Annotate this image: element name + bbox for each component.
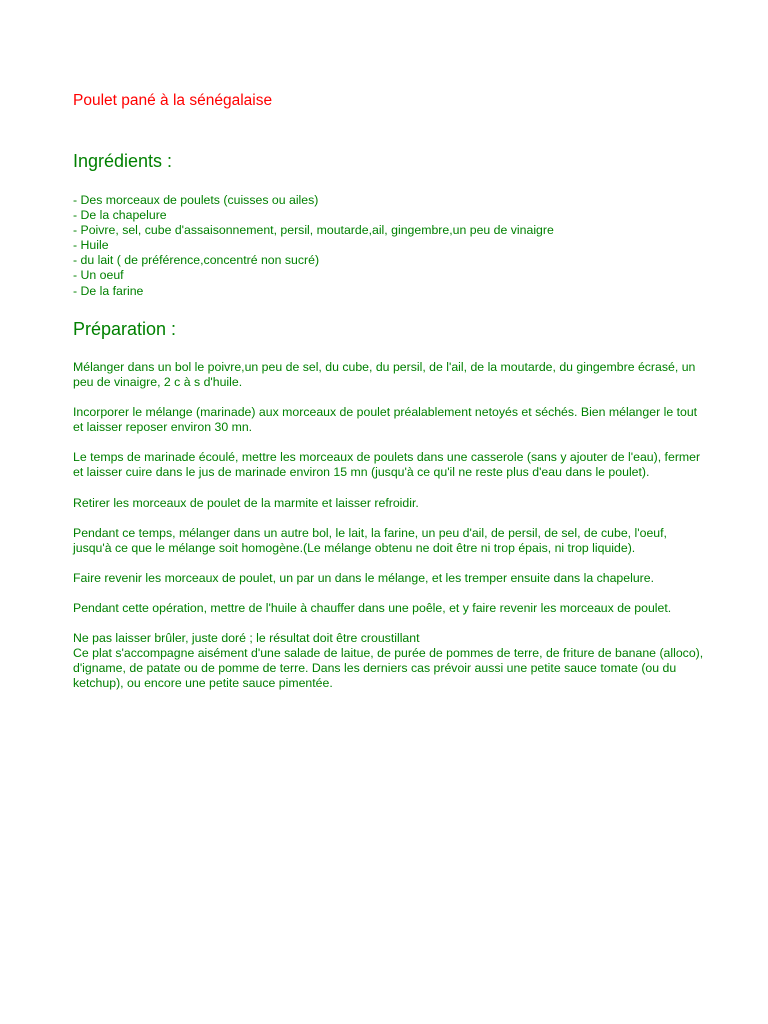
preparation-step: Retirer les morceaux de poulet de la marmite et laisser refroidir.	[73, 495, 419, 510]
preparation-step: Ce plat s'accompagne aisément d'une salade de laitue, de purée de pommes de terre, de friture de banane (alloco), d'igname, de patate ou de pomme de terre. Dans les derniers cas prévoir aussi une petite sauce tomate (ou du ketchup), ou encore une petite sauce pimentée.	[73, 646, 704, 691]
preparation-step: Ne pas laisser brûler, juste doré ; le résultat doit être croustillant	[73, 631, 420, 646]
preparation-step: Pendant cette opération, mettre de l'huile à chauffer dans une poêle, et y faire revenir les morceaux de poulet.	[73, 600, 672, 615]
preparation-steps	[73, 360, 705, 706]
ingredients-list	[73, 193, 554, 299]
ingredient-item: - Un oeuf	[73, 268, 124, 283]
ingredient-item: - De la chapelure	[73, 208, 167, 223]
ingredient-item: - Poivre, sel, cube d'assaisonnement, persil, moutarde,ail, gingembre,un peu de vinaigre	[73, 223, 554, 238]
recipe-title: Poulet pané à la sénégalaise	[73, 92, 273, 109]
preparation-step: Faire revenir les morceaux de poulet, un par un dans le mélange, et les tremper ensuite dans la chapelure.	[73, 570, 655, 585]
ingredient-item: - Huile	[73, 238, 109, 253]
preparation-step: Pendant ce temps, mélanger dans un autre bol, le lait, la farine, un peu d'ail, de persil, de sel, de cube, l'oeuf, jusqu'à ce que le mélange soit homogène.(Le mélange obtenu ne doit être ni trop épais, ni trop liquide).	[73, 525, 667, 555]
ingredient-item: - Des morceaux de poulets (cuisses ou ailes)	[73, 193, 319, 207]
preparation-step: Le temps de marinade écoulé, mettre les morceaux de poulets dans une casserole (sans y ajouter de l'eau), fermer et laisser cuire dans le jus de marinade environ 15 mn (jusqu'à ce qu'il ne reste plus d'eau dans le poulet).	[73, 450, 701, 480]
ingredients-heading: Ingrédients :	[73, 151, 173, 171]
preparation-step: Mélanger dans un bol le poivre,un peu de sel, du cube, du persil, de l'ail, de la moutarde, du gingembre écrasé, un peu de vinaigre, 2 c à s d'huile.	[73, 360, 696, 390]
preparation-heading: Préparation :	[73, 319, 177, 339]
ingredient-item: - De la farine	[73, 283, 144, 298]
ingredient-item: - du lait ( de préférence,concentré non sucré)	[73, 253, 320, 268]
preparation-step: Incorporer le mélange (marinade) aux morceaux de poulet préalablement netoyés et séchés. Bien mélanger le tout et laisser reposer environ 30 mn.	[73, 405, 698, 435]
